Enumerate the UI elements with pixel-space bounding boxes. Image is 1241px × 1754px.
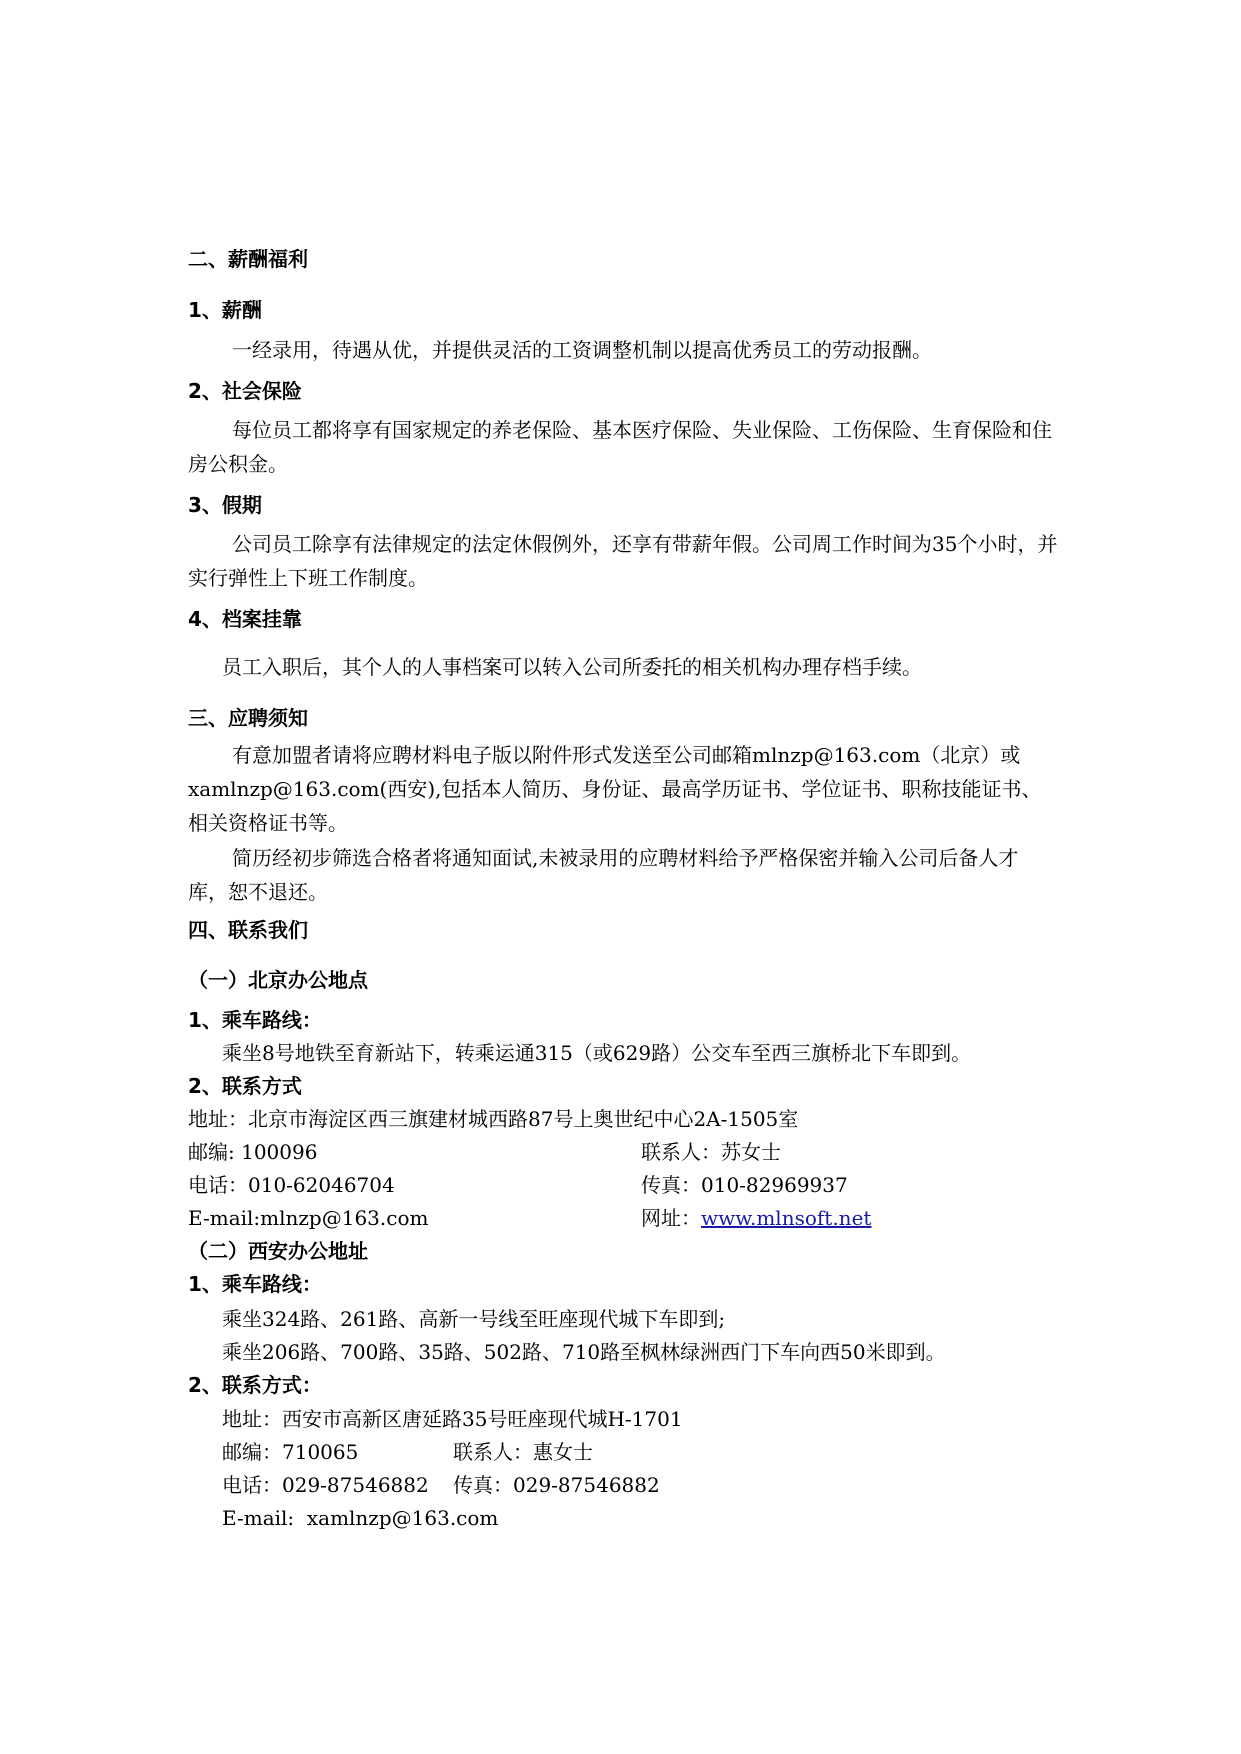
section-title-benefits: 二、薪酬福利 (188, 247, 308, 271)
paragraph-salary-text: 一经录用，待遇从优，并提供灵活的工资调整机制以提高优秀员工的劳动报酬。 (232, 338, 932, 362)
xian-address: 地址：西安市高新区唐延路35号旺座现代城H-1701 (222, 1407, 683, 1431)
xian-phone: 电话：029-87546882 (222, 1473, 429, 1497)
xian-contact-heading: 2、联系方式： (188, 1373, 322, 1397)
beijing-email: E-mail:mlnzp@163.com (188, 1206, 429, 1230)
beijing-fax: 传真：010-82969937 (641, 1173, 848, 1197)
heading-holiday: 3、假期 (188, 493, 262, 517)
xian-fax: 传真：029-87546882 (453, 1473, 660, 1497)
website-link[interactable]: www.mlnsoft.net (701, 1206, 872, 1230)
heading-archive: 4、档案挂靠 (188, 607, 302, 631)
heading-salary: 1、薪酬 (188, 298, 262, 322)
beijing-row-email (188, 1205, 1088, 1231)
paragraph-holiday-text: 公司员工除享有法律规定的法定休假例外，还享有带薪年假。公司周工作时间为35个小时，并实行弹性上下班工作制度。 (188, 532, 1058, 590)
xian-email: E-mail: xamlnzp@163.com (222, 1506, 499, 1530)
beijing-row-postcode (188, 1139, 1088, 1165)
paragraph-application-2 (188, 841, 1058, 909)
beijing-route: 乘坐8号地铁至育新站下，转乘运通315（或629路）公交车至西三旗桥北下车即到。 (222, 1041, 972, 1065)
xian-route-1: 乘坐324路、261路、高新一号线至旺座现代城下车即到; (222, 1307, 726, 1331)
paragraph-application-1-text: 有意加盟者请将应聘材料电子版以附件形式发送至公司邮箱mlnzp@163.com（北京）或xamlnzp@163.com(西安),包括本人简历、身份证、最高学历证书、学位证书、职称技能证书、相关资格证书等。 (188, 743, 1042, 835)
xian-contact-person: 联系人：惠女士 (453, 1440, 593, 1464)
paragraph-application-1 (188, 738, 1058, 840)
paragraph-holiday (188, 527, 1058, 595)
paragraph-salary (188, 333, 1058, 367)
beijing-route-heading: 1、乘车路线： (188, 1008, 322, 1032)
beijing-postcode: 邮编: 100096 (188, 1140, 318, 1164)
beijing-row-phone (188, 1172, 1088, 1198)
beijing-address: 地址：北京市海淀区西三旗建材城西路87号上奥世纪中心2A-1505室 (188, 1107, 799, 1131)
section-title-application: 三、应聘须知 (188, 706, 308, 730)
heading-insurance: 2、社会保险 (188, 379, 302, 403)
beijing-phone: 电话：010-62046704 (188, 1173, 395, 1197)
xian-office-title: （二）西安办公地址 (188, 1239, 368, 1263)
section-title-contact: 四、联系我们 (188, 918, 308, 942)
beijing-contact-heading: 2、联系方式 (188, 1074, 302, 1098)
website-label: 网址： (641, 1206, 701, 1230)
xian-row-postcode (222, 1439, 1082, 1465)
paragraph-insurance-text: 每位员工都将享有国家规定的养老保险、基本医疗保险、失业保险、工伤保险、生育保险和住房公积金。 (188, 418, 1052, 476)
paragraph-archive: 员工入职后，其个人的人事档案可以转入公司所委托的相关机构办理存档手续。 (222, 655, 922, 679)
beijing-website (641, 1205, 871, 1231)
beijing-office-title: （一）北京办公地点 (188, 968, 368, 992)
beijing-contact-person: 联系人：苏女士 (641, 1140, 781, 1164)
xian-route-heading: 1、乘车路线： (188, 1272, 322, 1296)
paragraph-application-2-text: 简历经初步筛选合格者将通知面试,未被录用的应聘材料给予严格保密并输入公司后备人才库，恕不退还。 (188, 846, 1019, 904)
xian-route-2: 乘坐206路、700路、35路、502路、710路至枫林绿洲西门下车向西50米即到。 (222, 1340, 946, 1364)
xian-row-phone (222, 1472, 1082, 1498)
paragraph-insurance (188, 413, 1058, 481)
xian-postcode: 邮编：710065 (222, 1440, 359, 1464)
